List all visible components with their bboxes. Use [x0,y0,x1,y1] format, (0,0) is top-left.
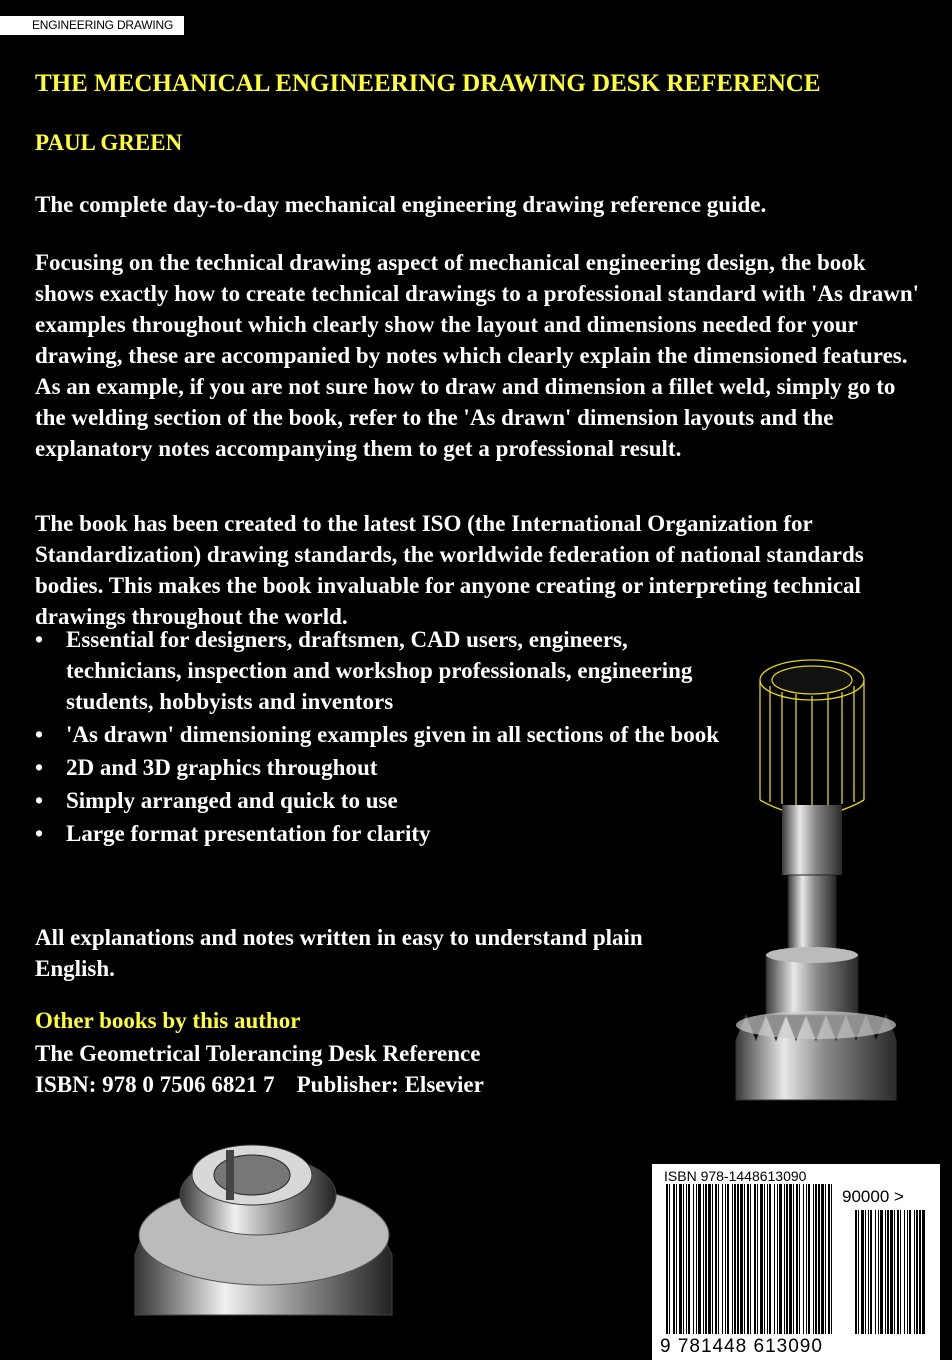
barcode-bar [806,1184,807,1334]
barcode-bar [828,1184,830,1334]
list-item: • Simply arranged and quick to use [32,785,732,816]
barcode-bar [875,1210,876,1334]
barcode-bar [718,1184,719,1334]
intro-text: The complete day-to-day mechanical engineering drawing reference guide. [35,192,767,217]
barcode-bar [904,1210,905,1334]
barcode-bar [683,1184,684,1334]
barcode-bar [870,1210,872,1334]
bullet-icon: • [35,627,44,652]
barcode-bar [815,1184,817,1334]
description-paragraph-1: Focusing on the technical drawing aspect of mechanical engineering design, the book shows exactly how to create technical drawings to a professional standard with 'As drawn' examples throughout which clearly show the layout and dimensions needed for your drawing, these are accompanied by notes which clearly explain the dimensioned features. As an example, if you are not sure how to draw and dimension a fillet weld, simply go to the welding section of the book, refer to the 'As drawn' dimension layouts and the explanatory notes accompanying them to get a professional result. [35,250,920,461]
other-books-details [35,1038,506,1100]
barcode-bar [900,1210,901,1334]
barcode-bar [793,1184,794,1334]
barcode-bar [712,1184,713,1334]
barcode-bar [803,1184,804,1334]
barcode-bar [808,1184,810,1334]
barcode-bar [734,1184,736,1334]
barcode-bar [708,1184,711,1334]
barcode-bar [818,1184,820,1334]
book-title: THE MECHANICAL ENGINEERING DRAWING DESK REFERENCE [35,70,821,97]
barcode-bar [887,1210,889,1334]
category-tag: ENGINEERING DRAWING [0,16,184,35]
barcode-bar [868,1210,869,1334]
barcode-bar [769,1184,771,1334]
barcode-bar [821,1184,824,1334]
bullet-icon: • [35,755,44,780]
barcode-bar [909,1210,911,1334]
barcode-bar [916,1210,918,1334]
feature-list [32,624,732,851]
barcode-bar [666,1184,668,1334]
barcode-bar [779,1184,782,1334]
other-book-isbn-line [35,1069,506,1100]
list-item: • Essential for designers, draftsmen, CAD users, engineers, technicians, inspection and workshop professionals, engineering students, hobbyists and inventors [32,624,732,717]
barcode-bar [727,1184,729,1334]
barcode-bar [880,1210,883,1334]
barcode-bar [894,1210,895,1334]
barcode-bar [698,1184,701,1334]
barcode-bar [789,1184,792,1334]
barcode-bar [686,1184,687,1334]
barcode-bar [705,1184,707,1334]
barcode-bar [855,1210,857,1334]
barcode-bar [747,1184,749,1334]
barcode-bar [669,1184,670,1334]
barcode-bar [754,1184,756,1334]
barcode-bar [673,1184,675,1334]
barcode-bar [774,1184,775,1334]
barcode-bar [693,1184,694,1334]
barcode-bar [796,1184,798,1334]
barcode-bar [784,1184,785,1334]
barcode-bar [919,1210,921,1334]
gear-illustration [130,1115,400,1350]
barcode-bar [732,1184,733,1334]
other-book-publisher: Publisher: Elsevier [296,1072,484,1097]
bullet-icon: • [35,821,44,846]
barcode-bar [744,1184,745,1334]
author-name: PAUL GREEN [35,130,183,155]
barcode-bar [737,1184,739,1334]
barcode-bar [676,1184,677,1334]
barcode-bar [750,1184,751,1334]
bullet-icon: • [35,788,44,813]
barcode-bar [760,1184,763,1334]
other-book-title: The Geometrical Tolerancing Desk Reference [35,1041,481,1066]
barcode-bar [679,1184,682,1334]
closing-text: All explanations and notes written in easy to understand plain English. [35,925,643,981]
barcode-bar [722,1184,723,1334]
barcode-bar [885,1210,886,1334]
barcode-panel [652,1164,940,1360]
list-item: • 2D and 3D graphics throughout [32,752,732,783]
barcode-bar [813,1184,814,1334]
barcode-number: 9 781448 613090 [660,1336,823,1357]
other-book-isbn: ISBN: 978 0 7506 6821 7 [35,1072,275,1097]
barcode-bar [914,1210,915,1334]
barcode-bar [865,1210,866,1334]
barcode-bar [777,1184,778,1334]
barcode-bar [861,1210,864,1334]
barcode-price-code: 90000 > [842,1187,904,1206]
barcode-bar [703,1184,704,1334]
barcode-bar [897,1210,899,1334]
barcode-bar [878,1210,879,1334]
barcode-bar [858,1210,859,1334]
barcode-bar [831,1184,832,1334]
barcode-bar [715,1184,717,1334]
list-item: • 'As drawn' dimensioning examples given in all sections of the book [32,719,732,750]
barcode-bars [662,1184,930,1334]
barcode-bar [757,1184,758,1334]
barcode-bar [786,1184,788,1334]
barcode-bar [764,1184,765,1334]
barcode-bar [907,1210,908,1334]
barcode-bar [825,1184,826,1334]
bullet-icon: • [35,722,44,747]
barcode-bar [890,1210,893,1334]
list-item: • Large format presentation for clarity [32,818,732,849]
gear-shaft-illustration [726,630,902,1120]
barcode-bar [922,1210,925,1334]
barcode-bar [725,1184,726,1334]
barcode-isbn-label: ISBN 978-1448613090 [664,1168,807,1184]
barcode-bar [799,1184,800,1334]
barcode-bar [688,1184,690,1334]
barcode-bar [767,1184,768,1334]
barcode-bar [740,1184,743,1334]
other-books-heading: Other books by this author [35,1008,301,1033]
description-paragraph-2: The book has been created to the latest ISO (the International Organization for Standardization) drawing standards, the worldwide federation of national standards bodies. This makes the book invaluable for anyone creating or interpreting technical drawings throughout the world. [35,511,864,629]
barcode-bar [696,1184,697,1334]
